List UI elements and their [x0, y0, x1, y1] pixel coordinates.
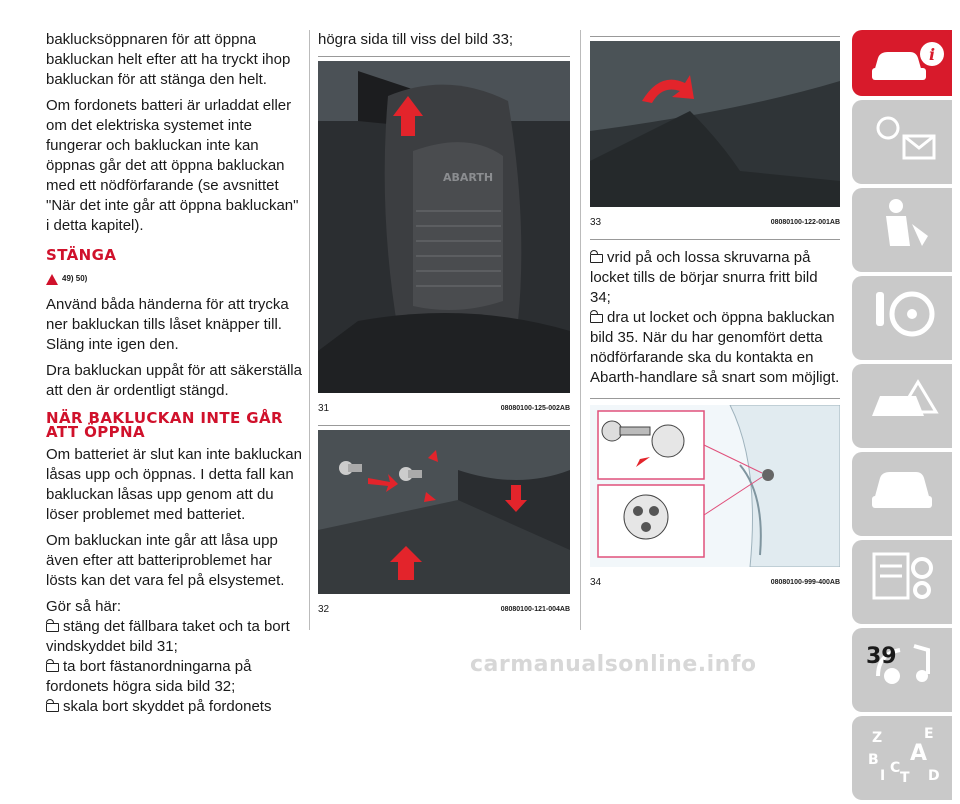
dashboard-lights-icon — [866, 108, 946, 168]
tab-maintenance[interactable] — [852, 452, 952, 536]
seat-logo: ABARTH — [443, 171, 494, 184]
cover-screw-illustration — [590, 405, 840, 567]
safety-seat-icon — [866, 196, 946, 256]
tab-car-info[interactable] — [852, 30, 952, 96]
fastener-photo — [318, 430, 570, 594]
warning-reference — [46, 269, 302, 289]
chapter-tabs — [852, 30, 952, 804]
paragraph: baklucksöppnaren för att öppna bakluckan helt efter att ha tryckt ihop bakluckan för att stänga den helt. — [46, 31, 291, 88]
bullet-icon — [590, 254, 603, 263]
section-heading-cannot-open: NÄR BAKLUCKAN INTE GÅR ATT ÖPPNA — [46, 409, 283, 441]
svg-text:T: T — [900, 770, 910, 784]
figure-number: 33 — [590, 217, 602, 228]
bullet-item: dra ut locket och öppna bakluckan bild 35. När du har genomfört detta nödförfarande ska du kontakta en Abarth-handlare så snart som möjligt. — [590, 309, 840, 386]
paragraph: Dra bakluckan uppåt för att säkerställa att den är ordentligt stängd. — [46, 362, 302, 399]
figure-number: 34 — [590, 577, 602, 588]
tab-dashboard-lights[interactable] — [852, 100, 952, 184]
figure-number: 31 — [318, 403, 330, 414]
warning-numbers: 49) 50) — [62, 274, 88, 283]
figure-code: 08080100-121-004AB — [500, 606, 570, 613]
svg-text:E: E — [924, 726, 934, 742]
bullet-item: skala bort skyddet på fordonets — [46, 697, 302, 717]
emergency-icon — [866, 372, 946, 432]
column-divider — [309, 30, 310, 630]
page-number: 39 — [866, 644, 897, 669]
figure-33 — [590, 41, 840, 233]
steering-wheel-icon — [866, 284, 946, 344]
car-info-icon — [866, 38, 946, 88]
svg-text:I: I — [880, 768, 886, 784]
bullet-icon — [46, 663, 59, 672]
paragraph: högra sida till viss del bild 33; — [318, 31, 514, 48]
bullet-item: vrid på och lossa skruvarna på locket tills de börjar snurra fritt bild 34; — [590, 249, 818, 306]
figure-code: 08080100-122-001AB — [770, 219, 840, 226]
bullet-icon — [590, 314, 603, 323]
paragraph: Om fordonets batteri är urladdat eller om det elektriska systemet inte fungerar och bakluckan inte kan öppnas går det att öppna bakluckan med ett nödförfarande (se avsnittet "När det inte går att öppna bakluckan" i detta kapitel). — [46, 97, 299, 234]
text-column-1 — [46, 30, 302, 717]
technical-data-icon — [866, 548, 946, 608]
bullet-item: ta bort fästanordningarna på fordonets högra sida bild 32; — [46, 658, 252, 695]
figure-number: 32 — [318, 604, 330, 615]
svg-text:Z: Z — [872, 730, 883, 746]
text-column-3 — [590, 30, 840, 593]
tab-index[interactable] — [852, 716, 952, 800]
index-icon — [866, 724, 946, 784]
svg-text:i: i — [929, 45, 936, 64]
tab-emergency[interactable] — [852, 364, 952, 448]
paragraph: Om batteriet är slut kan inte bakluckan låsas upp och öppnas. I detta fall kan bakluckan låsas upp genom att du löser problemet med batteriet. — [46, 446, 302, 523]
paragraph: Gör så här: — [46, 598, 122, 615]
tab-safety[interactable] — [852, 188, 952, 272]
svg-text:B: B — [868, 752, 879, 768]
paragraph: Om bakluckan inte går att låsa upp även efter att batteriproblemet har lösts kan det vara fel på elsystemet. — [46, 532, 285, 589]
section-heading-close: STÄNGA — [46, 246, 117, 264]
figure-32 — [318, 430, 570, 620]
bullet-icon — [46, 623, 59, 632]
text-column-2 — [318, 30, 570, 620]
figure-31 — [318, 61, 570, 419]
tab-technical-data[interactable] — [852, 540, 952, 624]
warning-triangle-icon — [46, 274, 58, 285]
figure-34 — [590, 405, 840, 593]
tab-starting-driving[interactable] — [852, 276, 952, 360]
svg-text:C: C — [890, 760, 901, 776]
car-maintenance-icon — [866, 460, 946, 520]
paragraph: Använd båda händerna för att trycka ner bakluckan tills låset knäpper till. Släng inte igen den. — [46, 296, 289, 353]
bullet-icon — [46, 703, 59, 712]
svg-text:D: D — [928, 768, 940, 784]
svg-text:A: A — [910, 741, 928, 766]
figure-code: 08080100-999-400AB — [770, 579, 840, 586]
watermark: carmanualsonline.info — [470, 652, 757, 677]
column-divider — [580, 30, 581, 630]
bullet-item: stäng det fällbara taket och ta bort vindskyddet bild 31; — [46, 618, 290, 655]
figure-code: 08080100-125-002AB — [500, 405, 570, 412]
seat-photo — [318, 61, 570, 393]
trunk-cover-photo — [590, 41, 840, 207]
